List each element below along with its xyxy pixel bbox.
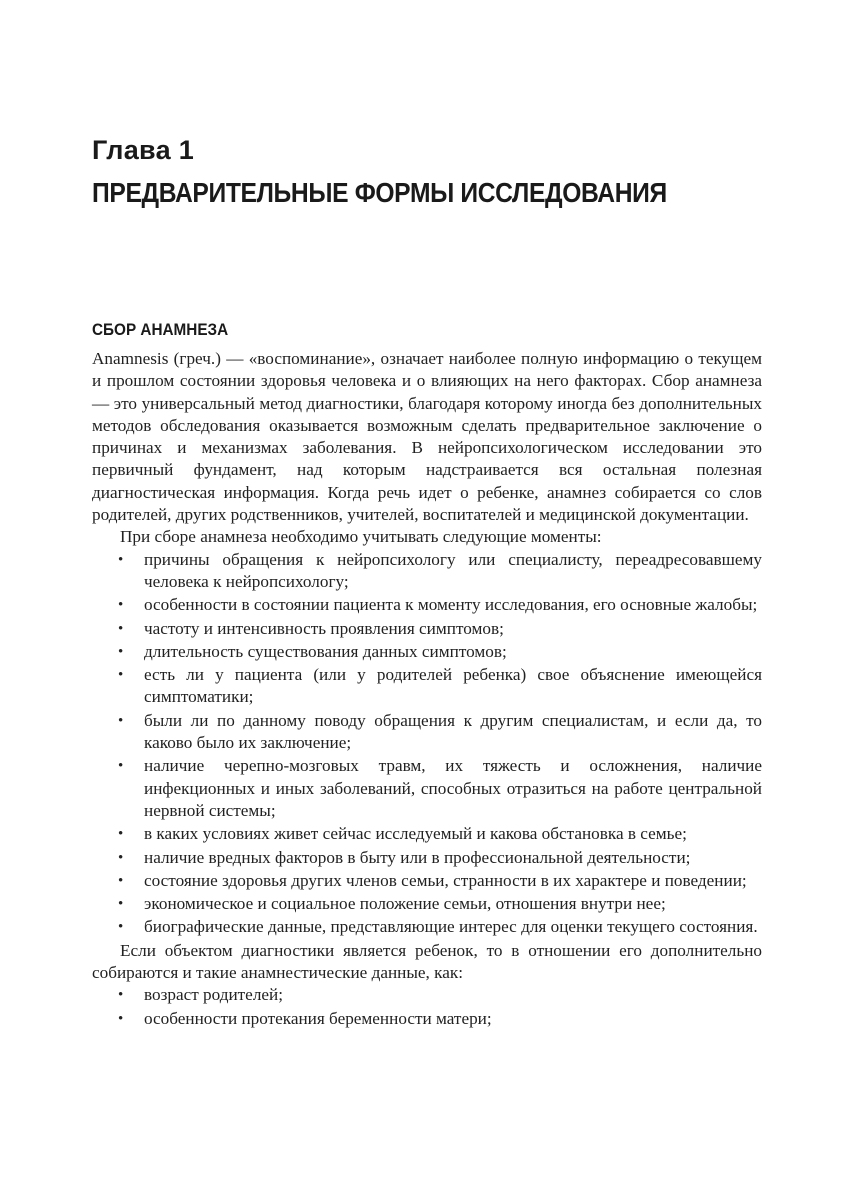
list-item	[92, 710, 762, 755]
chapter-title: ПРЕДВАРИТЕЛЬНЫЕ ФОРМЫ ИССЛЕДОВАНИЯ	[92, 177, 667, 208]
list-item	[92, 594, 762, 616]
list-item-text: особенности протекания беременности матери;	[144, 1008, 492, 1028]
list-item-text: экономическое и социальное положение семьи, отношения внутри нее;	[144, 894, 666, 914]
considerations-list	[92, 549, 762, 939]
list-item	[92, 618, 762, 640]
chapter-label: Глава 1	[92, 135, 195, 165]
list-item	[92, 916, 762, 938]
bullet-icon: •	[118, 712, 124, 729]
list-item-text: наличие черепно-мозговых травм, их тяжесть и осложнения, наличие инфекционных и иных заболеваний, способных отразиться на работе центральной нервной системы;	[144, 756, 762, 820]
bullet-icon: •	[118, 667, 124, 684]
bullet-icon: •	[118, 551, 124, 568]
body-text	[92, 348, 762, 1031]
bullet-icon: •	[118, 597, 124, 614]
list-item-text: наличие вредных факторов в быту или в профессиональной деятельности;	[144, 847, 691, 867]
list1-intro: При сборе анамнеза необходимо учитывать следующие моменты:	[120, 527, 602, 547]
bullet-icon: •	[118, 826, 124, 843]
list-item-text: есть ли у пациента (или у родителей ребенка) свое объяснение имеющейся симптоматики;	[144, 665, 762, 707]
intro-paragraph: Anamnesis (греч.) — «воспоминание», означает наиболее полную информацию о текущем и прошлом состоянии здоровья человека и о влияющих на него факторах. Сбор анамнеза — это универсальный метод диагностики, благодаря которому иногда без дополнительных методов обследования оказывается возможным сделать предварительное заключение о причинах и механизмах заболевания. В нейропсихологическом исследовании это первичный фундамент, над которым надстраивается вся остальная полезная диагностическая информация. Когда речь идет о ребенке, анамнез собирается со слов родителей, других родственников, учителей, воспитателей и медицинской документации.	[92, 349, 762, 525]
list-item-text: особенности в состоянии пациента к моменту исследования, его основные жалобы;	[144, 595, 758, 615]
bullet-icon: •	[118, 1010, 124, 1027]
bullet-icon: •	[118, 643, 124, 660]
bullet-icon: •	[118, 919, 124, 936]
list-item	[92, 755, 762, 822]
bullet-icon: •	[118, 872, 124, 889]
bullet-icon: •	[118, 896, 124, 913]
list-item-text: состояние здоровья других членов семьи, странности в их характере и поведении;	[144, 870, 747, 890]
list-item-text: возраст родителей;	[144, 985, 283, 1005]
bullet-icon: •	[118, 849, 124, 866]
list-item-text: биографические данные, представляющие интерес для оценки текущего состояния.	[144, 917, 758, 937]
section-heading: СБОР АНАМНЕЗА	[92, 320, 229, 339]
bullet-icon: •	[118, 620, 124, 637]
list-item	[92, 893, 762, 915]
list-item	[92, 664, 762, 709]
list-item-text: частоту и интенсивность проявления симптомов;	[144, 618, 504, 638]
list-item-text: длительность существования данных симптомов;	[144, 641, 507, 661]
bullet-icon: •	[118, 987, 124, 1004]
list-item	[92, 823, 762, 845]
list-item	[92, 1008, 762, 1030]
list-item-text: были ли по данному поводу обращения к другим специалистам, и если да, то каково было их заключение;	[144, 710, 762, 753]
child-data-list	[92, 984, 762, 1030]
bullet-icon: •	[118, 758, 124, 775]
list-item	[92, 549, 762, 594]
list-item	[92, 641, 762, 663]
list2-intro: Если объектом диагностики является ребенок, то в отношении его дополнительно собираются и такие анамнестические данные, как:	[92, 940, 762, 983]
list-item	[92, 847, 762, 869]
list-item	[92, 984, 762, 1006]
list-item	[92, 870, 762, 892]
list-item-text: причины обращения к нейропсихологу или специалисту, переадресовавшему человека к нейропсихологу;	[144, 549, 762, 591]
list-item-text: в каких условиях живет сейчас исследуемый и какова обстановка в семье;	[144, 824, 687, 844]
